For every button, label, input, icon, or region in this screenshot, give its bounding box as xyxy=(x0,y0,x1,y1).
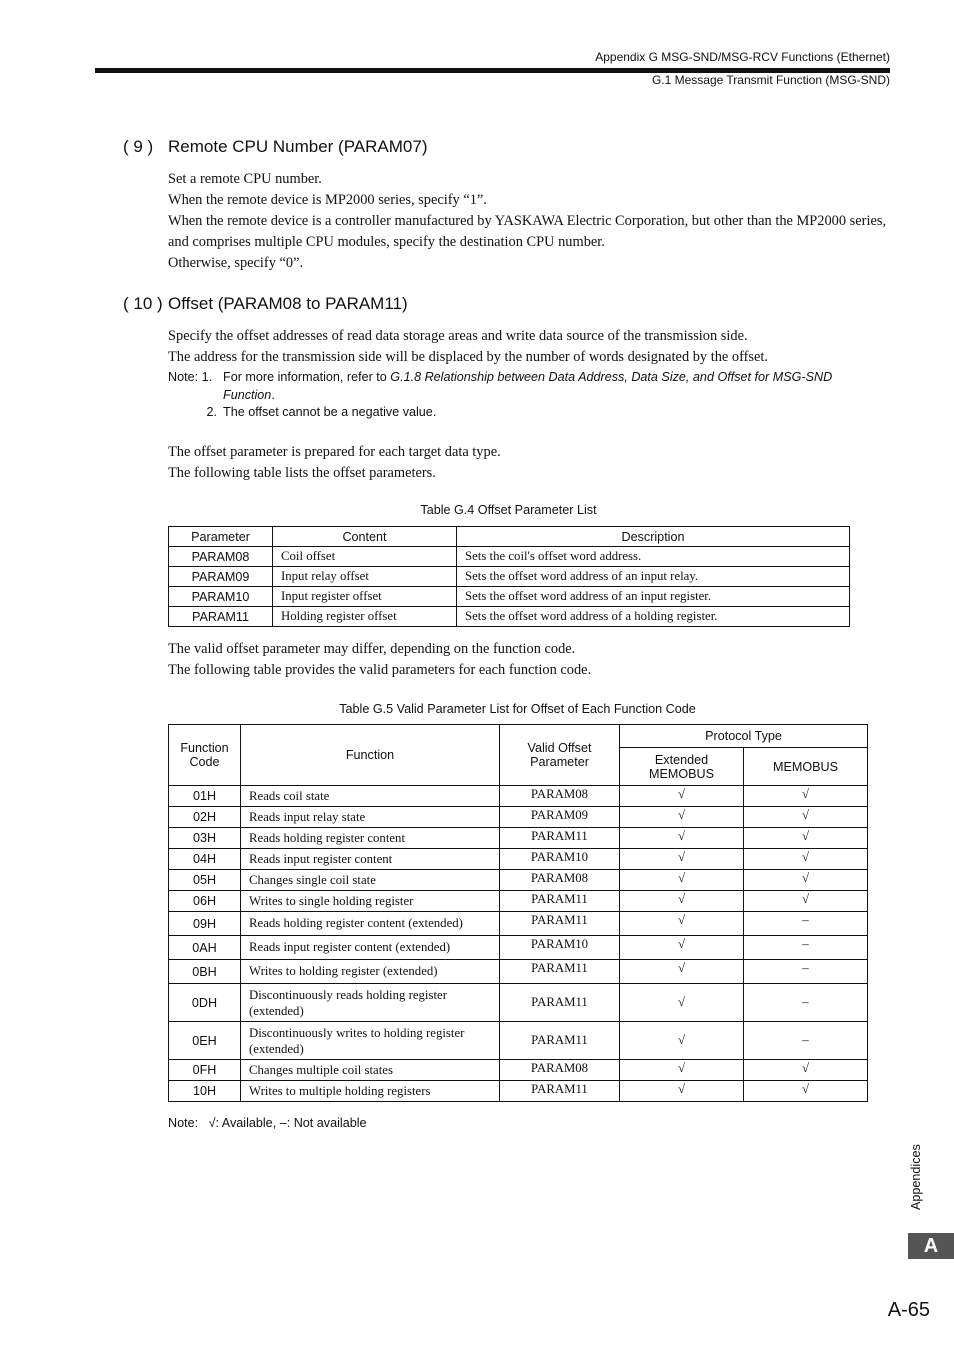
table-cell: 0FH xyxy=(169,1060,241,1081)
section-9-title: Remote CPU Number (PARAM07) xyxy=(168,137,428,156)
table-cell: PARAM11 xyxy=(500,984,620,1022)
table-cell: √ xyxy=(620,870,744,891)
table-row xyxy=(169,891,868,912)
section-10-title: Offset (PARAM08 to PARAM11) xyxy=(168,294,408,313)
appendix-tab[interactable]: A xyxy=(908,1233,954,1259)
table-cell: 0EH xyxy=(169,1022,241,1060)
column-header: Protocol Type xyxy=(620,725,868,748)
table-cell: 09H xyxy=(169,912,241,936)
table-cell: Writes to multiple holding registers xyxy=(241,1081,500,1102)
column-header: Content xyxy=(273,527,457,547)
table-cell: Reads holding register content xyxy=(241,828,500,849)
table-cell: Reads input register content xyxy=(241,849,500,870)
paragraph: The address for the transmission side will be displaced by the number of words designated by the offset. xyxy=(168,349,769,365)
table-cell: √ xyxy=(744,1060,868,1081)
table-cell: Sets the offset word address of an input relay. xyxy=(457,567,850,587)
page-number: A-65 xyxy=(887,1299,930,1321)
table-row xyxy=(169,912,868,936)
column-header: Parameter xyxy=(169,527,273,547)
table-cell: √ xyxy=(744,849,868,870)
paragraph: Specify the offset addresses of read data storage areas and write data source of the transmission side. xyxy=(168,328,748,344)
table-cell: PARAM10 xyxy=(169,587,273,607)
table-cell: PARAM10 xyxy=(500,849,620,870)
table-row xyxy=(169,1081,868,1102)
table-row xyxy=(169,587,850,607)
section-10-notes xyxy=(168,369,868,422)
table-cell: √ xyxy=(620,936,744,960)
table-cell: √ xyxy=(744,828,868,849)
table-cell: √ xyxy=(620,828,744,849)
table-cell: Writes to single holding register xyxy=(241,891,500,912)
section-9-number: ( 9 ) xyxy=(123,137,154,156)
column-header: Valid Offset Parameter xyxy=(500,725,620,786)
table-row xyxy=(169,1022,868,1060)
table-cell: √ xyxy=(620,1060,744,1081)
column-header: MEMOBUS xyxy=(744,748,868,786)
section-10-number: ( 10 ) xyxy=(123,294,163,313)
table-cell: 0AH xyxy=(169,936,241,960)
valid-parameter-table xyxy=(168,724,868,1102)
middle-body xyxy=(168,639,893,681)
table-row xyxy=(169,807,868,828)
cross-reference-link[interactable]: G.1.8 Relationship between Data Address, Data Size, and Offset for MSG-SND Function xyxy=(223,370,833,402)
table-cell: PARAM11 xyxy=(169,607,273,627)
table-row xyxy=(169,1060,868,1081)
table-cell: PARAM08 xyxy=(500,1060,620,1081)
table-cell: √ xyxy=(744,891,868,912)
table-cell: 06H xyxy=(169,891,241,912)
table-cell: Holding register offset xyxy=(273,607,457,627)
table-5-caption: Table G.5 Valid Parameter List for Offset of Each Function Code xyxy=(339,702,696,716)
table-row xyxy=(169,607,850,627)
table-cell: 05H xyxy=(169,870,241,891)
table-cell: Reads coil state xyxy=(241,786,500,807)
table-cell: Reads input relay state xyxy=(241,807,500,828)
section-10-heading xyxy=(123,294,408,314)
table-cell: Changes multiple coil states xyxy=(241,1060,500,1081)
table-cell: – xyxy=(744,960,868,984)
running-header-chapter: Appendix G MSG-SND/MSG-RCV Functions (Ethernet) xyxy=(595,50,890,64)
table-cell: Reads input register content (extended) xyxy=(241,936,500,960)
table-row xyxy=(169,960,868,984)
table-cell: √ xyxy=(744,1081,868,1102)
table-header-row xyxy=(169,725,868,748)
note-2 xyxy=(168,404,868,422)
table-cell: PARAM08 xyxy=(500,786,620,807)
table-cell: – xyxy=(744,936,868,960)
table-cell: PARAM11 xyxy=(500,891,620,912)
table-cell: 0DH xyxy=(169,984,241,1022)
table-cell: 0BH xyxy=(169,960,241,984)
table-cell: √ xyxy=(744,870,868,891)
table-cell: PARAM11 xyxy=(500,1081,620,1102)
offset-parameter-table xyxy=(168,526,850,627)
table-cell: PARAM09 xyxy=(169,567,273,587)
note-text: For more information, refer to G.1.8 Relationship between Data Address, Data Size, and Offset for MSG-SND Function. xyxy=(223,370,833,402)
table-row xyxy=(169,984,868,1022)
paragraph: When the remote device is MP2000 series, specify “1”. xyxy=(168,192,487,208)
table-cell: Changes single coil state xyxy=(241,870,500,891)
column-header: Extended MEMOBUS xyxy=(620,748,744,786)
table-cell: PARAM11 xyxy=(500,960,620,984)
table-cell: Input relay offset xyxy=(273,567,457,587)
column-header: Function xyxy=(241,725,500,786)
paragraph: The offset parameter is prepared for each target data type. xyxy=(168,444,501,460)
availability-note: Note: √: Available, –: Not available xyxy=(168,1116,367,1130)
table-cell: Reads holding register content (extended) xyxy=(241,912,500,936)
note-text: The offset cannot be a negative value. xyxy=(223,405,437,419)
note-label: 2. xyxy=(206,405,217,419)
table-cell: √ xyxy=(620,891,744,912)
table-cell: √ xyxy=(620,1022,744,1060)
table-row xyxy=(169,849,868,870)
table-cell: Sets the coil's offset word address. xyxy=(457,547,850,567)
table-cell: √ xyxy=(620,960,744,984)
column-header: Function Code xyxy=(169,725,241,786)
table-header-row xyxy=(169,527,850,547)
table-cell: PARAM09 xyxy=(500,807,620,828)
paragraph: The valid offset parameter may differ, depending on the function code. xyxy=(168,641,576,657)
paragraph: The following table provides the valid parameters for each function code. xyxy=(168,662,592,678)
note-label: Note: 1. xyxy=(168,370,213,384)
table-cell: Discontinuously reads holding register (extended) xyxy=(241,984,500,1022)
table-row xyxy=(169,567,850,587)
table-cell: √ xyxy=(620,786,744,807)
table-4-caption: Table G.4 Offset Parameter List xyxy=(420,503,597,517)
table-cell: √ xyxy=(620,912,744,936)
paragraph: Otherwise, specify “0”. xyxy=(168,255,304,271)
table-cell: 03H xyxy=(169,828,241,849)
table-cell: PARAM11 xyxy=(500,828,620,849)
section-10-body xyxy=(168,326,893,368)
column-header: Description xyxy=(457,527,850,547)
table-cell: 04H xyxy=(169,849,241,870)
table-cell: PARAM10 xyxy=(500,936,620,960)
table-cell: PARAM11 xyxy=(500,912,620,936)
table-cell: PARAM08 xyxy=(500,870,620,891)
table-cell: – xyxy=(744,912,868,936)
table-cell: Coil offset xyxy=(273,547,457,567)
side-section-label: Appendices xyxy=(909,1144,923,1210)
table-row xyxy=(169,547,850,567)
section-9-body xyxy=(168,169,893,274)
table-cell: 10H xyxy=(169,1081,241,1102)
table-cell: Input register offset xyxy=(273,587,457,607)
paragraph: Set a remote CPU number. xyxy=(168,171,322,187)
table-cell: Sets the offset word address of a holding register. xyxy=(457,607,850,627)
table-cell: Writes to holding register (extended) xyxy=(241,960,500,984)
table-cell: Discontinuously writes to holding register (extended) xyxy=(241,1022,500,1060)
table-cell: Sets the offset word address of an input register. xyxy=(457,587,850,607)
table-cell: √ xyxy=(620,807,744,828)
section-10-body-2 xyxy=(168,442,893,484)
note-1 xyxy=(168,369,868,404)
table-row xyxy=(169,828,868,849)
section-9-heading xyxy=(123,137,427,157)
table-cell: √ xyxy=(620,984,744,1022)
paragraph: When the remote device is a controller manufactured by YASKAWA Electric Corporation, but other than the MP2000 series, and comprises multiple CPU modules, specify the destination CPU number. xyxy=(168,213,887,250)
paragraph: The following table lists the offset parameters. xyxy=(168,465,436,481)
table-cell: √ xyxy=(744,786,868,807)
table-cell: √ xyxy=(744,807,868,828)
table-cell: – xyxy=(744,1022,868,1060)
table-row xyxy=(169,786,868,807)
table-cell: PARAM08 xyxy=(169,547,273,567)
table-row xyxy=(169,936,868,960)
table-cell: √ xyxy=(620,1081,744,1102)
table-cell: √ xyxy=(620,849,744,870)
table-cell: 01H xyxy=(169,786,241,807)
table-cell: – xyxy=(744,984,868,1022)
table-row xyxy=(169,870,868,891)
table-cell: PARAM11 xyxy=(500,1022,620,1060)
running-header-section: G.1 Message Transmit Function (MSG-SND) xyxy=(651,73,890,87)
table-cell: 02H xyxy=(169,807,241,828)
